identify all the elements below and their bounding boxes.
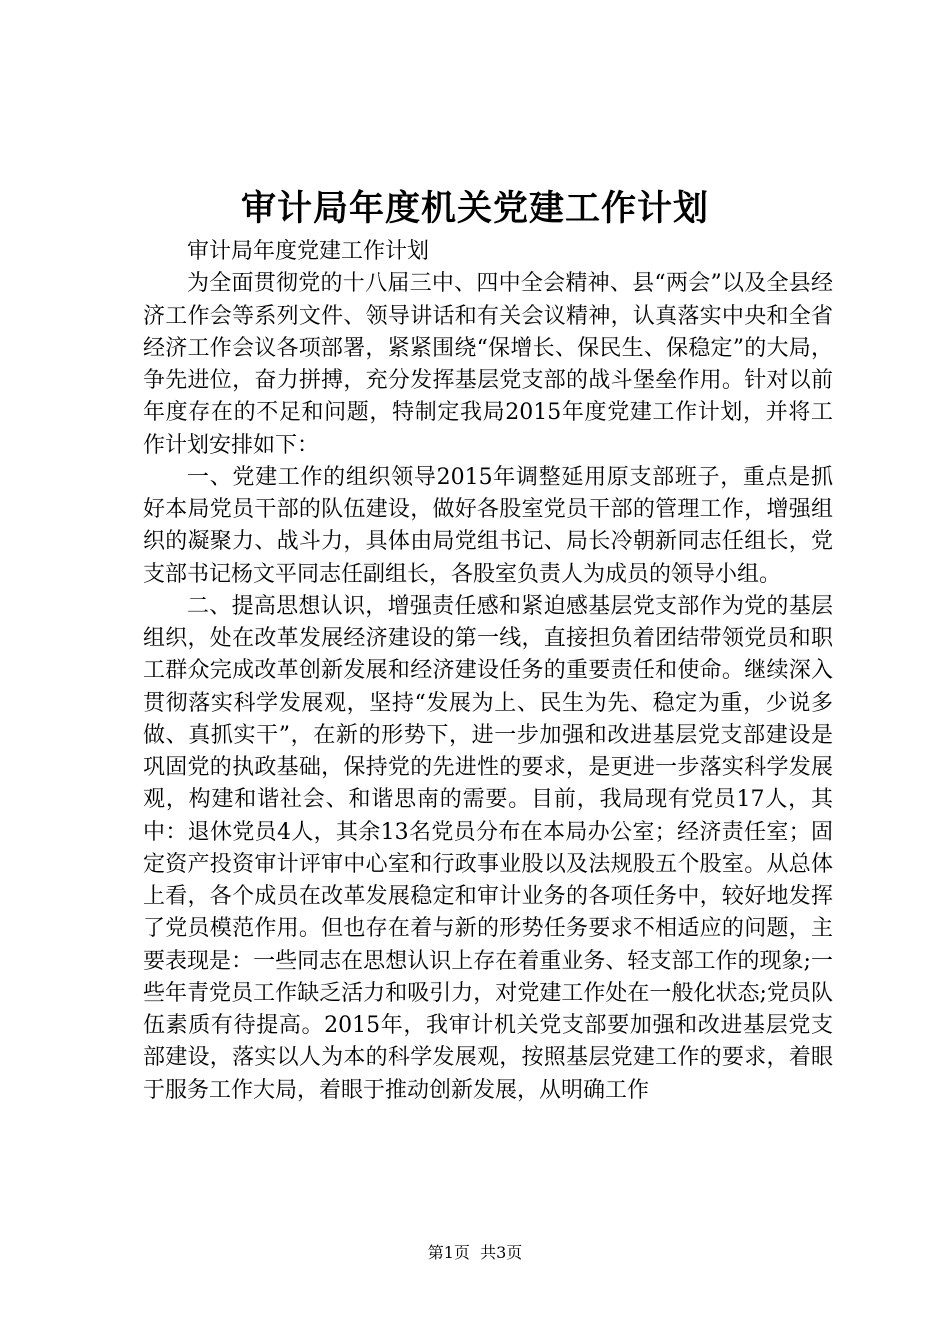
page-number: 第1页 [427, 1243, 470, 1262]
body-paragraph-section-1: 一、党建工作的组织领导2015年调整延用原支部班子，重点是抓好本局党员干部的队伍建设，做好各股室党员干部的管理工作，增强组织的凝聚力、战斗力，具体由局党组书记、局长冷朝新同志任组长，党支部书记杨文平同志任副组长，各股室负责人为成员的领导小组。 [143, 464, 833, 587]
body-paragraph-subtitle: 审计局年度党建工作计划 [187, 239, 430, 264]
page-footer [0, 1243, 950, 1263]
document-title: 审计局年度机关党建工作计划 [240, 188, 709, 229]
body-paragraph-section-2: 二、提高思想认识，增强责任感和紧迫感基层党支部作为党的基层组织，处在改革发展经济建设的第一线，直接担负着团结带领党员和职工群众完成改革创新发展和经济建设任务的重要责任和使命。继续深入贯彻落实科学发展观，坚持“发展为上、民生为先、稳定为重，少说多做、真抓实干”，在新的形势下，进一步加强和改进基层党支部建设是巩固党的执政基础，保持党的先进性的要求，是更进一步落实科学发展观，构建和谐社会、和谐思南的需要。目前，我局现有党员17人，其中：退休党员4人，其余13名党员分布在本局办公室；经济责任室；固定资产投资审计评审中心室和行政事业股以及法规股五个股室。从总体上看，各个成员在改革发展稳定和审计业务的各项任务中，较好地发挥了党员模范作用。但也存在着与新的形势任务要求不相适应的问题，主要表现是：一些同志在思想认识上存在着重业务、轻支部工作的现象;一些年青党员工作缺乏活力和吸引力，对党建工作处在一般化状态;党员队伍素质有待提高。2015年，我审计机关党支部要加强和改进基层党支部建设，落实以人为本的科学发展观，按照基层党建工作的要求，着眼于服务工作大局，着眼于推动创新发展，从明确工作 [143, 593, 833, 1103]
body-paragraph-intro: 为全面贯彻党的十八届三中、四中全会精神、县“两会”以及全县经济工作会等系列文件、领导讲话和有关会议精神，认真落实中央和全省经济工作会议各项部署，紧紧围绕“保增长、保民生、保稳定”的大局，争先进位，奋力拼搏，充分发挥基层党支部的战斗堡垒作用。针对以前年度存在的不足和问题，特制定我局2015年度党建工作计划，并将工作计划安排如下： [143, 271, 833, 458]
page-total: 共3页 [480, 1243, 523, 1262]
document-body [143, 236, 833, 1107]
